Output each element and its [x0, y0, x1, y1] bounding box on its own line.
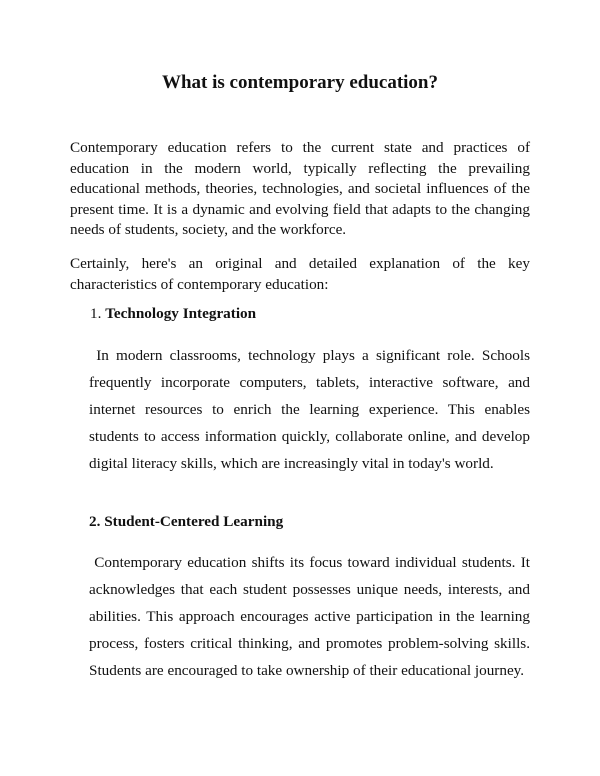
- section-heading-technology-integration: [90, 305, 256, 323]
- intro-paragraph-1: Contemporary education refers to the current state and practices of education in the modern world, typically reflecting the prevailing educational methods, theories, technologies, and societal influences of the present time. It is a dynamic and evolving field that adapts to the changing needs of students, society, and the workforce.: [70, 139, 530, 238]
- section-number: 2.: [89, 513, 101, 530]
- section-heading-text: Student-Centered Learning: [104, 513, 284, 530]
- section-heading-text: Technology Integration: [105, 305, 257, 322]
- section-body-student-centered-learning: Contemporary education shifts its focus toward individual students. It acknowledges that each student possesses unique needs, interests, and abilities. This approach encourages active participation in the learning process, fosters critical thinking, and promotes problem-solving skills. Students are encouraged to take ownership of their educational journey.: [89, 554, 530, 679]
- section-body-technology-integration: In modern classrooms, technology plays a significant role. Schools frequently incorporate computers, tablets, interactive software, and internet resources to enrich the learning experience. This enables students to access information quickly, collaborate online, and develop digital literacy skills, which are increasingly vital in today's world.: [89, 347, 530, 472]
- intro-paragraph-2: Certainly, here's an original and detailed explanation of the key characteristics of contemporary education:: [70, 255, 530, 293]
- section-heading-student-centered-learning: [89, 513, 283, 531]
- page-title: What is contemporary education?: [161, 72, 438, 93]
- section-number: 1.: [90, 305, 102, 322]
